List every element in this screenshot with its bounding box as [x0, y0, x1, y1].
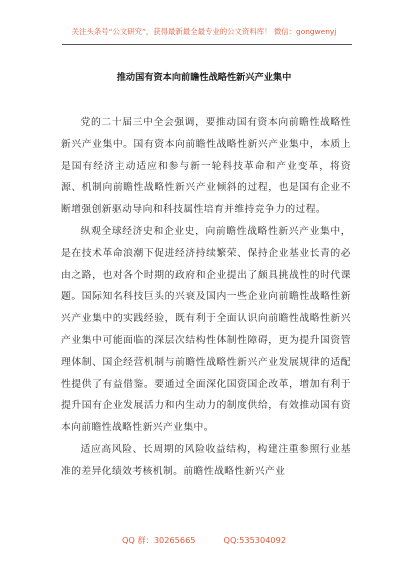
footer-qq-group: QQ 群：30265665 [121, 535, 196, 545]
footer-qq: QQ:535304092 [223, 535, 287, 545]
header-promo-note: 关注头条号“公文研究”，获得最新最全最专业的公文资料库！ 微信：gongwenyj [71, 27, 337, 36]
paragraph-3: 适应高风险、长周期的风险收益结构，构建注重参照行业基准的差异化绩效考核机制。前瞻性战略性新兴产业 [61, 443, 351, 477]
paragraph-1: 党的二十届三中全会强调，要推动国有资本向前瞻性战略性新兴产业集中。国有资本向前瞻性战略性新兴产业集中，本质上是国有经济主动适应和参与新一轮科技革命和产业变革，将资源、机制向前瞻性战略性新兴产业倾斜的过程，也是国有企业不断增强创新驱动导向和科技属性培育并维持竞争力的过程。 [61, 117, 351, 216]
paragraph-2: 纵观全球经济史和企业史，向前瞻性战略性新兴产业集中，是在技术革命浪潮下促进经济持续繁荣、保持企业基业长青的必由之路，也对各个时期的政府和企业提出了颇具挑战性的时代课题。国际知名科技巨头的兴衰及国内一些企业向前瞻性战略性新兴产业集中的实践经验，既有利于全面认识向前瞻性战略性新兴产业集中可能面临的深层次结构性体制性障碍，更为提升国资管理体制、国企经营机制与前瞻性战略性新兴产业发展规律的适配性提供了有益借鉴。要通过全面深化国资国企改革，增加有利于提升国有企业发展活力和内生动力的制度供给，有效推动国有资本向前瞻性战略性新兴产业集中。 [61, 225, 351, 434]
document-body [61, 112, 351, 483]
footer-contact [0, 535, 408, 546]
header-divider [62, 44, 352, 45]
document-title: 推动国有资本向前瞻性战略性新兴产业集中 [116, 72, 292, 83]
